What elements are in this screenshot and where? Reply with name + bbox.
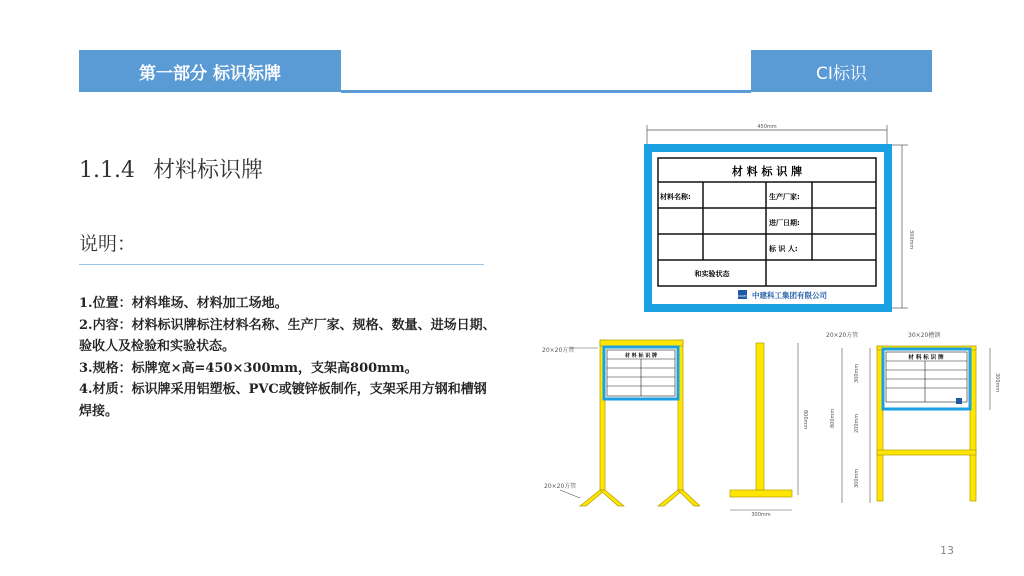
sign-marker: 标 识 人: [769,245,798,253]
right-frame-drawing [820,328,1000,508]
right-dim-300c: 300mm [994,373,1000,393]
right-sign-title: 材 料 标 识 牌 [908,355,944,361]
right-dim-800: 800mm [830,408,836,428]
header-divider [341,90,751,93]
tube-note-top: 20×20方管 [542,347,575,354]
sign-manufacturer: 生产厂家: [769,193,800,201]
page-number: 13 [940,544,954,557]
paragraph-spec: 3.规格：标牌宽×高=450×300mm，支架高800mm。 [79,360,418,376]
tube-note-base: 20×20方管 [544,483,577,490]
section-number: 1.1.4 [79,158,135,183]
sign-material-name: 材料名称: [660,193,691,201]
sign-test-status: 和实验状态 [694,270,730,278]
right-dim-200: 200mm [854,413,860,433]
side-view-drawing [722,335,812,520]
section-header: 第一部分 标识标牌 [79,50,341,92]
company-logo-text: CSCEC [737,294,748,298]
paragraph-material: 4.材质：标识牌采用铝塑板、PVC或镀锌板制作，支架采用方钢和槽钢焊接。 [79,382,487,419]
section-name: 材料标识牌 [152,158,263,183]
company-name: 中建科工集团有限公司 [752,291,827,300]
right-tube-note: 20×20方管 [826,332,859,339]
right-channel-note: 30×20槽钢 [908,332,941,339]
right-logo-icon [956,398,962,404]
ci-header: CI标识 [751,50,932,92]
description-body [79,293,499,422]
paragraph-content: 2.内容：材料标识牌标注材料名称、生产厂家、规格、数量、进场日期、验收人及检验和实验状态。 [79,317,496,354]
description-rule [79,264,484,265]
front-frame-drawing [540,328,700,513]
description-label: 说明： [79,233,137,255]
right-dim-300a: 300mm [854,363,860,383]
sign-width-dim: 450mm [757,124,777,130]
right-dim-300b: 300mm [854,468,860,488]
sign-entry-date: 进厂日期: [769,219,800,227]
section-title [79,153,263,184]
sign-height-dim: 300mm [908,230,914,250]
front-sign-title: 材 料 标 识 牌 [625,353,657,359]
side-base-dim: 300mm [751,512,771,518]
sign-drawing [640,120,920,320]
side-height-dim: 800mm [802,410,808,430]
sign-title: 材 料 标 识 牌 [731,165,803,178]
paragraph-location: 1.位置：材料堆场、材料加工场地。 [79,296,288,311]
